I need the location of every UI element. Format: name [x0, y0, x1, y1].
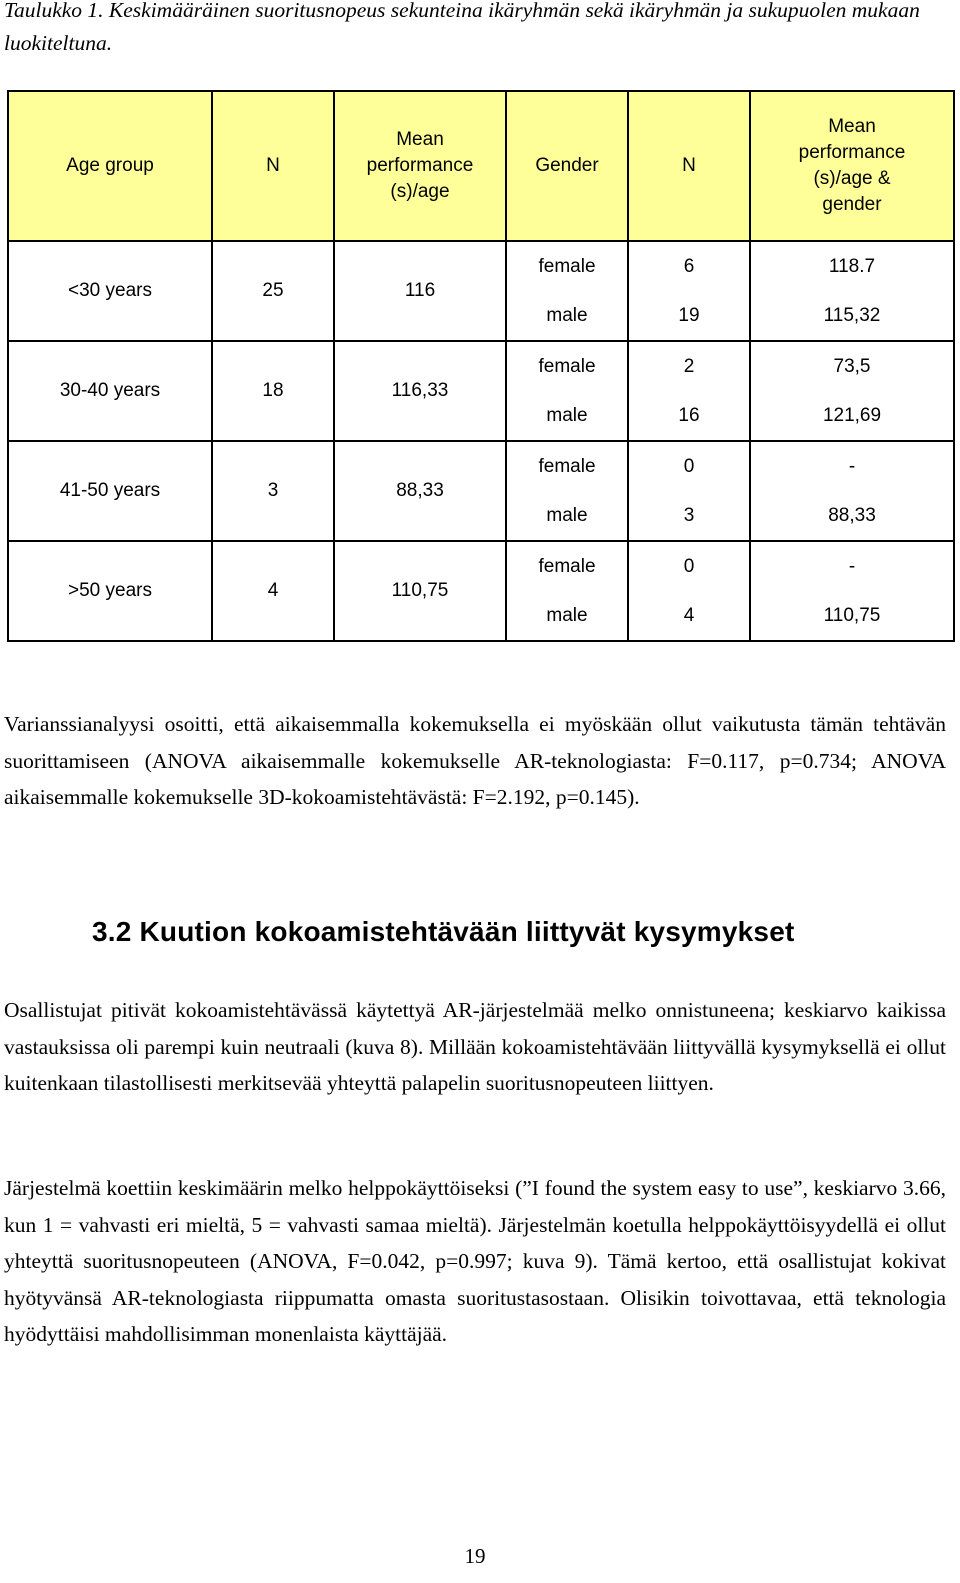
- cell-n: 18: [212, 341, 334, 441]
- header-gender: Gender: [506, 91, 628, 241]
- cell-age-group: <30 years: [8, 241, 212, 341]
- sub-mean-stack: [751, 342, 953, 440]
- sub-mean-value: -: [848, 455, 856, 477]
- cell-mean-performance: 116,33: [334, 341, 506, 441]
- sub-n-value: 3: [683, 504, 695, 526]
- page-number: 19: [464, 1544, 486, 1568]
- sub-n-stack: [629, 542, 749, 640]
- sub-mean-value: 88,33: [828, 504, 876, 526]
- header-mean-performance-age-text: Mean performance (s)/age: [366, 129, 474, 202]
- cell-mean-performance: 88,33: [334, 441, 506, 541]
- cell-sub-n: [628, 441, 750, 541]
- sub-gender-value: female: [538, 355, 596, 377]
- sub-mean-stack: [751, 442, 953, 540]
- cell-age-group: 30-40 years: [8, 341, 212, 441]
- sub-n-stack: [629, 342, 749, 440]
- sub-n-stack: [629, 442, 749, 540]
- table-header-row: [8, 91, 954, 241]
- cell-n: 4: [212, 541, 334, 641]
- cell-sub-gender: [506, 441, 628, 541]
- sub-gender-value: male: [546, 604, 588, 626]
- header-mean-performance-age-gender: [750, 91, 954, 241]
- cell-n: 3: [212, 441, 334, 541]
- table-row: [8, 241, 954, 341]
- cell-sub-mean: [750, 541, 954, 641]
- table-row: [8, 441, 954, 541]
- performance-table: [7, 90, 955, 642]
- cell-sub-n: [628, 241, 750, 341]
- header-n-gender: N: [628, 91, 750, 241]
- cell-mean-performance: 110,75: [334, 541, 506, 641]
- cell-sub-gender: [506, 341, 628, 441]
- sub-gender-value: male: [546, 304, 588, 326]
- cell-n: 25: [212, 241, 334, 341]
- sub-n-value: 6: [683, 255, 695, 277]
- sub-mean-value: -: [848, 555, 856, 577]
- sub-n-value: 0: [683, 555, 695, 577]
- header-n: N: [212, 91, 334, 241]
- cell-sub-n: [628, 541, 750, 641]
- sub-gender-stack: [507, 342, 627, 440]
- cell-mean-performance: 116: [334, 241, 506, 341]
- cell-sub-gender: [506, 241, 628, 341]
- cell-age-group: 41-50 years: [8, 441, 212, 541]
- sub-gender-stack: [507, 542, 627, 640]
- section-heading: 3.2 Kuution kokoamistehtävään liittyvät kysymykset: [92, 916, 795, 947]
- sub-mean-value: 121,69: [822, 404, 882, 426]
- sub-gender-stack: [507, 442, 627, 540]
- cell-sub-gender: [506, 541, 628, 641]
- sub-mean-value: 73,5: [833, 355, 871, 377]
- sub-n-value: 16: [678, 404, 700, 426]
- cell-sub-mean: [750, 241, 954, 341]
- cell-sub-n: [628, 341, 750, 441]
- sub-mean-stack: [751, 242, 953, 340]
- sub-n-value: 19: [678, 304, 700, 326]
- cell-age-group: >50 years: [8, 541, 212, 641]
- cell-sub-mean: [750, 441, 954, 541]
- table-caption: Taulukko 1. Keskimääräinen suoritusnopeus sekunteina ikäryhmän sekä ikäryhmän ja sukupuolen mukaan luokiteltuna.: [4, 0, 920, 55]
- sub-gender-value: female: [538, 555, 596, 577]
- cell-sub-mean: [750, 341, 954, 441]
- header-age-group: Age group: [8, 91, 212, 241]
- sub-mean-value: 118.7: [828, 255, 876, 277]
- sub-mean-stack: [751, 542, 953, 640]
- header-mean-performance-age-gender-text: Mean performance (s)/age & gender: [798, 116, 906, 215]
- paragraph-ease-of-use: Järjestelmä koettiin keskimäärin melko helppokäyttöiseksi (”I found the system easy to use”, keskiarvo 3.66, kun 1 = vahvasti eri mieltä, 5 = vahvasti samaa mieltä). Järjestelmän koetulla helppokäyttöisyydellä ei ollut yhteyttä suoritusnopeuteen (ANOVA, F=0.042, p=0.997; kuva 9). Tämä kertoo, että osallistujat kokivat hyötyvänsä AR-teknologiasta riippumatta omasta suoritustasostaan. Olisikin toivottavaa, että teknologia hyödyttäisi mahdollisimman monenlaista käyttäjää.: [4, 1176, 946, 1346]
- sub-n-value: 2: [683, 355, 695, 377]
- header-mean-performance-age: [334, 91, 506, 241]
- sub-gender-stack: [507, 242, 627, 340]
- table-row: [8, 541, 954, 641]
- paragraph-anova-experience: Varianssianalyysi osoitti, että aikaisemmalla kokemuksella ei myöskään ollut vaikutusta tämän tehtävän suorittamiseen (ANOVA aikaisemmalle kokemukselle AR-teknologiasta: F=0.117, p=0.734; ANOVA aikaisemmalle kokemukselle 3D-kokoamistehtävästä: F=2.192, p=0.145).: [4, 712, 946, 809]
- sub-n-value: 0: [683, 455, 695, 477]
- sub-mean-value: 115,32: [823, 304, 881, 326]
- sub-mean-value: 110,75: [823, 604, 881, 626]
- sub-n-value: 4: [683, 604, 695, 626]
- paragraph-cube-assembly: Osallistujat pitivät kokoamistehtävässä käytettyä AR-järjestelmää melko onnistuneena; keskiarvo kaikissa vastauksissa oli parempi kuin neutraali (kuva 8). Millään kokoamistehtävään liittyvällä kysymyksellä ei ollut kuitenkaan tilastollisesti merkitsevää yhteyttä palapelin suoritusnopeuteen liittyen.: [4, 998, 946, 1095]
- sub-n-stack: [629, 242, 749, 340]
- sub-gender-value: male: [546, 404, 588, 426]
- table-row: [8, 341, 954, 441]
- sub-gender-value: male: [546, 504, 588, 526]
- sub-gender-value: female: [538, 255, 596, 277]
- sub-gender-value: female: [538, 455, 596, 477]
